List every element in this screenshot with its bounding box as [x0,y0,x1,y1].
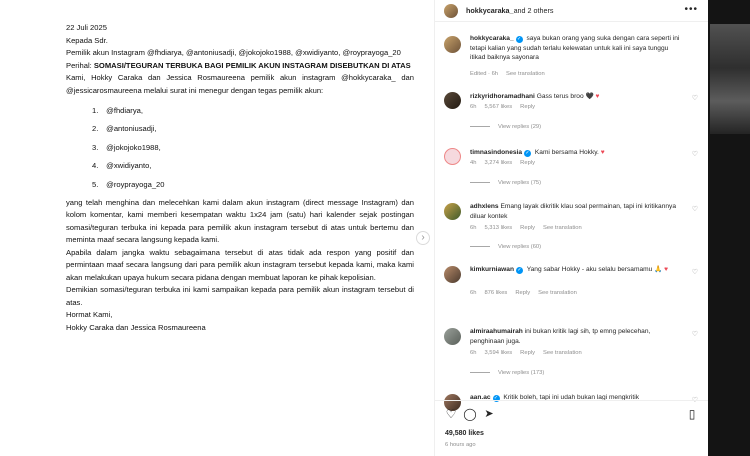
comment-time: 6h [470,350,477,356]
comment-text [470,327,684,346]
comment-text [470,92,684,102]
comment-icon[interactable]: ◯ [463,407,477,421]
list-item [92,142,414,160]
see-translation-link[interactable]: See translation [506,71,545,77]
share-icon[interactable]: ➤ [484,408,494,420]
next-slide-button[interactable] [416,231,430,245]
list-item [92,179,414,197]
background-post-preview [710,24,750,134]
comment-username[interactable]: adhxlens [470,203,499,210]
verified-badge-icon: ✓ [525,150,530,156]
letter-paragraph-1: yang telah menghina dan melecehkan kami dalam akun instagram (direct message Instagram) dan kolom komentar, kami memberi kesempatan waktu 1x24 jam (satu) hari kalender sejak postingan somasi/teguran terbuka ini kepada para pemilik akun instagram tersebut di atas untuk bertemu dan meminta maaf secara langsung kepada kami. [66,197,414,245]
emoji: 🖤 ♥ [585,93,600,100]
letter-intro: Kami, Hokky Caraka dan Jessica Rosmaureena pemilik akun instagram @hokkycaraka_ dan @jessicarosmaureena melalui surat ini menegur dengan tegas pemilik akun: [66,73,414,95]
letter-paragraph-2: Apabila dalam jangka waktu sebagaimana tersebut di atas tidak ada respon yang positif dan permintaan maaf secara langsung dari para pemilik akun instagram tersebut kepada kami, maka kami akan melakukan upaya hukum secara pidana dengan membuat laporan ke pihak kepolisian. [66,247,414,282]
letter-closing: Hormat Kami, [66,310,113,320]
like-heart-icon[interactable]: ♡ [445,407,457,421]
comment-meta [470,350,590,356]
comment-time: 6h [470,290,477,296]
reply-button[interactable]: Reply [515,290,531,296]
list-number: 4. [92,161,99,171]
view-replies-button[interactable]: View replies (60) [470,244,541,250]
list-number: 2. [92,124,99,134]
comment-meta [470,71,553,77]
view-replies-button[interactable]: View replies (173) [470,370,544,376]
comment-meta [470,160,543,166]
comment-text [470,265,684,275]
comments-panel [435,0,708,456]
like-heart-icon[interactable]: ♡ [691,206,698,213]
letter-paragraph-3: Demikian somasi/teguran terbuka ini kami sampaikan kepada para pemilik akun instagram tersebut di atas. [66,285,414,307]
comment-likes[interactable]: 3,594 likes [484,350,513,356]
avatar[interactable] [444,4,458,18]
list-handle: @jokojoko1988, [106,142,161,152]
more-horizontal-icon[interactable]: ••• [684,4,698,15]
list-handle: @royprayoga_20 [106,179,165,189]
collaborators-label[interactable]: and 2 others [513,6,554,15]
comment-body: ini bukan kritik lagi sih, tp emng pelecehan, penghinaan juga. [470,328,651,345]
edited-time: Edited · 6h [470,71,499,77]
list-handle: @antoniusadji, [106,124,157,134]
letter-subject-title: SOMASI/TEGURAN TERBUKA BAGI PEMILIK AKUN INSTAGRAM DISEBUTKAN DI ATAS [93,60,411,70]
chevron-right-icon: › [421,232,425,243]
like-heart-icon[interactable]: ♡ [691,269,698,276]
post-actions [435,400,708,428]
comment-time: 4h [470,160,477,166]
post-time-ago: 6 hours ago [445,442,476,448]
verified-badge-icon: ✓ [517,267,522,273]
letter-account-list [92,105,414,197]
list-item [92,105,414,123]
post-header [435,0,708,22]
letter-document [66,22,414,334]
comment-likes[interactable]: 5,567 likes [484,104,513,110]
letter-recipients: Pemilik akun Instagram @fhdiarya, @antoniusadji, @jokojoko1988, @xwidiyanto, @royprayoga_20 [66,48,401,57]
like-heart-icon[interactable]: ♡ [691,397,698,404]
reply-button[interactable]: Reply [520,350,535,356]
comment-username[interactable]: kimkurniawan [470,266,514,273]
comment-body: Kritik boleh, tapi ini udah bukan lagi mengkritik [503,394,639,401]
emoji: 🙏 ♥ [654,266,669,273]
comment-body: Kami bersama Hokky. [534,149,599,156]
letter-recipient-label: Kepada Sdr. [66,35,108,45]
verified-badge-icon: ✓ [493,395,499,401]
like-heart-icon[interactable]: ♡ [691,151,698,158]
see-translation-link[interactable]: See translation [538,290,577,296]
avatar[interactable] [444,203,461,220]
letter-date: 22 Juli 2025 [66,23,107,32]
comment-body: saya bukan orang yang suka dengan cara seperti ini tetapi kalian yang sudah terlalu kelewatan untuk kali ini saya tunggu itikad baiknya sayonara [470,35,680,62]
list-item [92,160,414,178]
view-replies-button[interactable]: View replies (75) [470,180,541,186]
bookmark-icon[interactable]: ▯ [688,407,696,421]
comment-list [435,28,708,404]
list-number: 3. [92,142,99,152]
comment-likes[interactable]: 876 likes [484,290,508,296]
letter-subject [66,60,414,73]
author-username[interactable]: hokkycaraka_ [466,6,514,15]
letter-signature: Hokky Caraka dan Jessica Rosmaureena [66,322,206,332]
list-handle: @xwidiyanto, [106,161,152,171]
comment-username[interactable]: aan.ac [470,394,491,401]
letter-subject-prefix: Perihal: [66,60,94,70]
reply-button[interactable]: Reply [520,225,535,231]
list-number: 1. [92,106,99,115]
list-number: 5. [92,179,99,189]
comment-meta [470,290,585,296]
comment-body: Emang layak dikritik klau soal permainan, tapi ini kritikannya diluar kontek [470,203,676,220]
comment-time: 6h [470,104,477,110]
list-handle: @fhdiarya, [106,106,143,115]
comment-username[interactable]: hokkycaraka_ [470,35,514,42]
comment-body: Yang sabar Hokky - aku selalu bersamamu [526,266,653,273]
comment-likes[interactable]: 5,313 likes [484,225,513,231]
avatar[interactable] [444,36,461,53]
comment-meta [470,104,543,110]
see-translation-link[interactable]: See translation [543,225,582,231]
comment-time: 6h [470,225,477,231]
emoji: ♥ [600,149,605,156]
background-overlay [708,0,750,456]
see-translation-link[interactable]: See translation [543,350,582,356]
comment-body: Gass terus broo [536,93,584,100]
comment-text [470,34,684,63]
comment-text [470,202,684,221]
like-count[interactable]: 49,580 likes [445,430,484,437]
avatar[interactable] [444,92,461,109]
verified-badge-icon: ✓ [517,36,522,42]
comment-username[interactable]: almiraahumairah [470,328,523,335]
list-item [92,123,414,141]
comment-text [470,148,684,158]
like-heart-icon[interactable]: ♡ [691,95,698,102]
reply-button[interactable]: Reply [520,104,535,110]
comment-meta [470,225,590,231]
reply-button[interactable]: Reply [520,160,535,166]
comment-username[interactable]: timnasindonesia [470,149,523,156]
avatar[interactable] [444,148,461,165]
avatar[interactable] [444,328,461,345]
comment-likes[interactable]: 3,274 likes [484,160,513,166]
view-replies-button[interactable]: View replies (29) [470,124,541,130]
comment-username[interactable]: rizkyridhoramadhani [470,93,535,100]
avatar[interactable] [444,266,461,283]
like-heart-icon[interactable]: ♡ [691,331,698,338]
